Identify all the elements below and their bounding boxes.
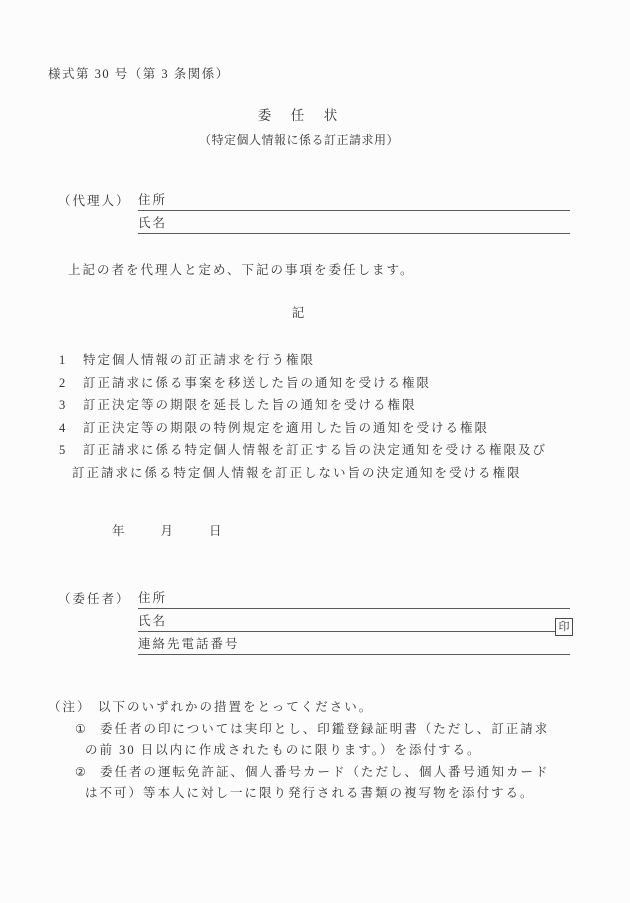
principal-phone-row xyxy=(48,634,570,655)
note-label: （注） xyxy=(48,700,92,714)
agent-section xyxy=(48,190,570,234)
item-text: 訂正決定等の期限の特例規定を適用した旨の通知を受ける権限 xyxy=(83,420,490,435)
note-item-text-continuation: の前 30 日以内に作成されたものに限ります。）を添付する。 xyxy=(85,743,482,757)
principal-name-row xyxy=(48,611,570,632)
day-label: 日 xyxy=(209,524,224,538)
delegated-items-list xyxy=(48,349,570,484)
note-item-line xyxy=(75,762,570,784)
agent-name-field-line xyxy=(138,213,570,234)
item-number: 2 xyxy=(59,375,66,390)
agent-name-label: 氏名 xyxy=(138,216,168,230)
circled-number-1: ① xyxy=(75,721,86,736)
note-intro: 以下のいずれかの措置をとってください。 xyxy=(98,700,374,714)
principal-name-label: 氏名 xyxy=(138,614,168,628)
note-item xyxy=(48,719,570,762)
item-number: 3 xyxy=(59,398,66,412)
item-text-continuation: 訂正請求に係る特定個人情報を訂正しない旨の決定通知を受ける権限 xyxy=(72,465,522,480)
item-text: 特定個人情報の訂正請求を行う権限 xyxy=(83,353,316,367)
list-item xyxy=(59,439,570,462)
agent-name-row xyxy=(48,213,570,234)
item-number: 5 xyxy=(59,443,66,457)
item-text: 訂正請求に係る事案を移送した旨の通知を受ける権限 xyxy=(83,375,432,390)
notes-section xyxy=(48,697,570,805)
record-heading: 記 xyxy=(291,306,307,320)
form-number: 様式第 30 号（第 3 条関係） xyxy=(48,67,230,81)
note-item-text: 委任者の運転免許証、個人番号カード（ただし、個人番号通知カード xyxy=(100,764,550,779)
note-header xyxy=(48,697,570,719)
principal-address-field-line xyxy=(138,588,570,609)
principal-section-label: （委任者） xyxy=(58,592,131,606)
principal-section xyxy=(48,588,570,655)
seal-label: 印 xyxy=(558,620,570,633)
principal-phone-field-line xyxy=(138,634,570,655)
agent-address-label: 住所 xyxy=(138,193,168,207)
principal-name-field-line xyxy=(138,611,570,632)
agent-address-row xyxy=(48,190,570,211)
document-title: 委 任 状 xyxy=(257,108,341,123)
list-item xyxy=(59,417,570,440)
note-item-line xyxy=(75,719,570,741)
list-item xyxy=(59,394,570,417)
delegation-statement: 上記の者を代理人と定め、下記の事項を委任します。 xyxy=(68,263,415,277)
item-number: 4 xyxy=(59,420,66,435)
list-item xyxy=(59,349,570,372)
item-number: 1 xyxy=(59,353,66,367)
agent-section-label: （代理人） xyxy=(58,194,131,208)
item-text: 訂正決定等の期限を延長した旨の通知を受ける権限 xyxy=(83,398,417,412)
list-item xyxy=(59,372,570,395)
principal-phone-label: 連絡先電話番号 xyxy=(138,637,240,651)
note-item xyxy=(48,762,570,805)
item-text: 訂正請求に係る特定個人情報を訂正する旨の決定通知を受ける権限及び xyxy=(83,443,548,457)
document-subtitle: （特定個人情報に係る訂正請求用） xyxy=(198,133,399,147)
note-item-text-continuation: は不可）等本人に対し一に限り発行される書類の複写物を添付する。 xyxy=(85,786,535,800)
circled-number-2: ② xyxy=(75,764,86,779)
date-line xyxy=(112,520,570,542)
month-label: 月 xyxy=(160,524,176,538)
principal-address-row xyxy=(48,588,570,609)
note-item-text: 委任者の印については実印とし、印鑑登録証明書（ただし、訂正請求 xyxy=(100,721,550,736)
year-label: 年 xyxy=(112,524,127,538)
agent-address-field-line xyxy=(138,190,570,211)
principal-address-label: 住所 xyxy=(138,591,168,605)
